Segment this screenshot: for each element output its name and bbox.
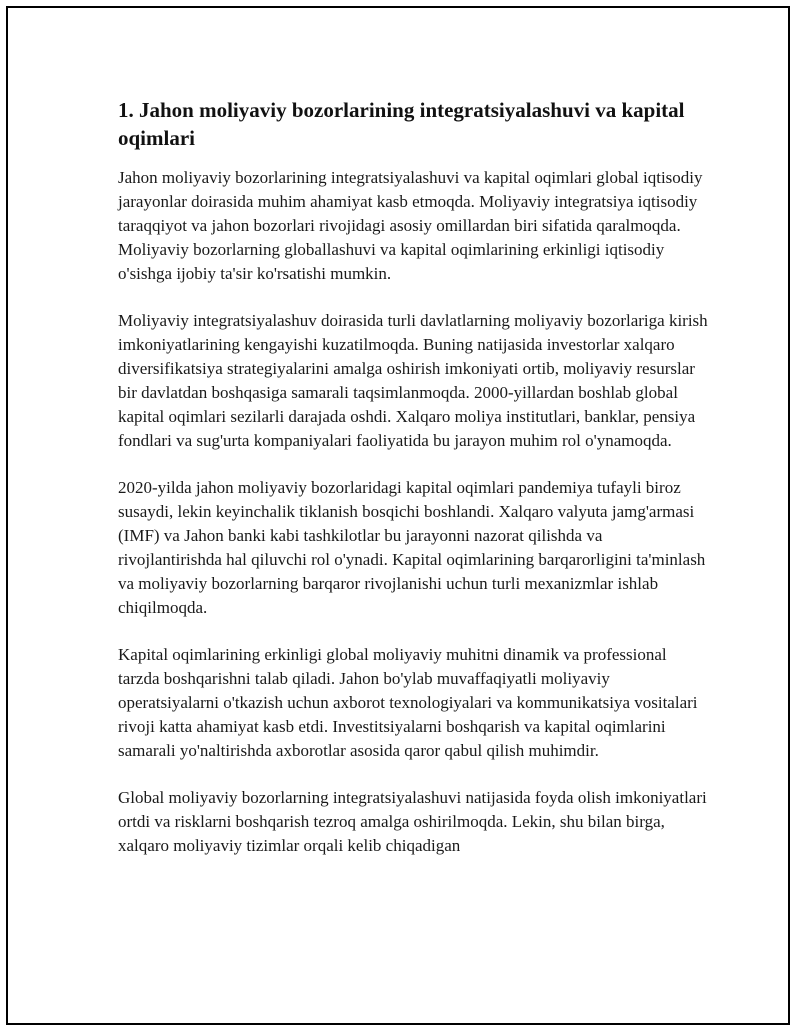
- paragraph-1: Jahon moliyaviy bozorlarining integratsiyalashuvi va kapital oqimlari global iqtisodiy jarayonlar doirasida muhim ahamiyat kasb etmoqda. Moliyaviy integratsiya iqtisodiy taraqqiyot va jahon bozorlari rivojidagi asosiy omillardan biri sifatida qaralmoqda. Moliyaviy bozorlarning globallashuvi va kapital oqimlarining erkinligi iqtisodiy o'sishga ijobiy ta'sir ko'rsatishi mumkin.: [118, 168, 703, 283]
- document-body: [118, 96, 708, 881]
- paragraph-5: Global moliyaviy bozorlarning integratsiyalashuvi natijasida foyda olish imkoniyatlari ortdi va risklarni boshqarish tezroq amalga oshirilmoqda. Lekin, shu bilan birga, xalqaro moliyaviy tizimlar orqali kelib chiqadigan: [118, 788, 707, 855]
- page-frame: [6, 6, 790, 1025]
- paragraph-3: 2020-yilda jahon moliyaviy bozorlaridagi kapital oqimlari pandemiya tufayli biroz susaydi, lekin keyinchalik tiklanish bosqichi boshlandi. Xalqaro valyuta jamg'armasi (IMF) va Jahon banki kabi tashkilotlar bu jarayonni nazorat qilishda va rivojlantirishda hal qiluvchi rol o'ynadi. Kapital oqimlarining barqarorligini ta'minlash va moliyaviy bozorlarning barqaror rivojlanishi uchun turli mexanizmlar ishlab chiqilmoqda.: [118, 478, 706, 617]
- section-heading: 1. Jahon moliyaviy bozorlarining integratsiyalashuvi va kapital oqimlari: [118, 98, 685, 150]
- paragraph-4: Kapital oqimlarining erkinligi global moliyaviy muhitni dinamik va professional tarzda boshqarishni talab qiladi. Jahon bo'ylab muvaffaqiyatli moliyaviy operatsiyalarni o'tkazish uchun axborot texnologiyalari va kommunikatsiya vositalari rivoji katta ahamiyat kasb etdi. Investitsiyalarni boshqarish va kapital oqimlarini samarali yo'naltirishda axborotlar asosida qaror qabul qilish muhimdir.: [118, 645, 698, 760]
- paragraph-2: Moliyaviy integratsiyalashuv doirasida turli davlatlarning moliyaviy bozorlariga kirish imkoniyatlarining kengayishi kuzatilmoqda. Buning natijasida investorlar xalqaro diversifikatsiya strategiyalarini amalga oshirish imkoniyati ortib, moliyaviy resurslar bir davlatdan boshqasiga samarali taqsimlanmoqda. 2000-yillardan boshlab global kapital oqimlari sezilarli darajada oshdi. Xalqaro moliya institutlari, banklar, pensiya fondlari va sug'urta kompaniyalari faoliyatida bu jarayon muhim rol o'ynamoqda.: [118, 311, 708, 450]
